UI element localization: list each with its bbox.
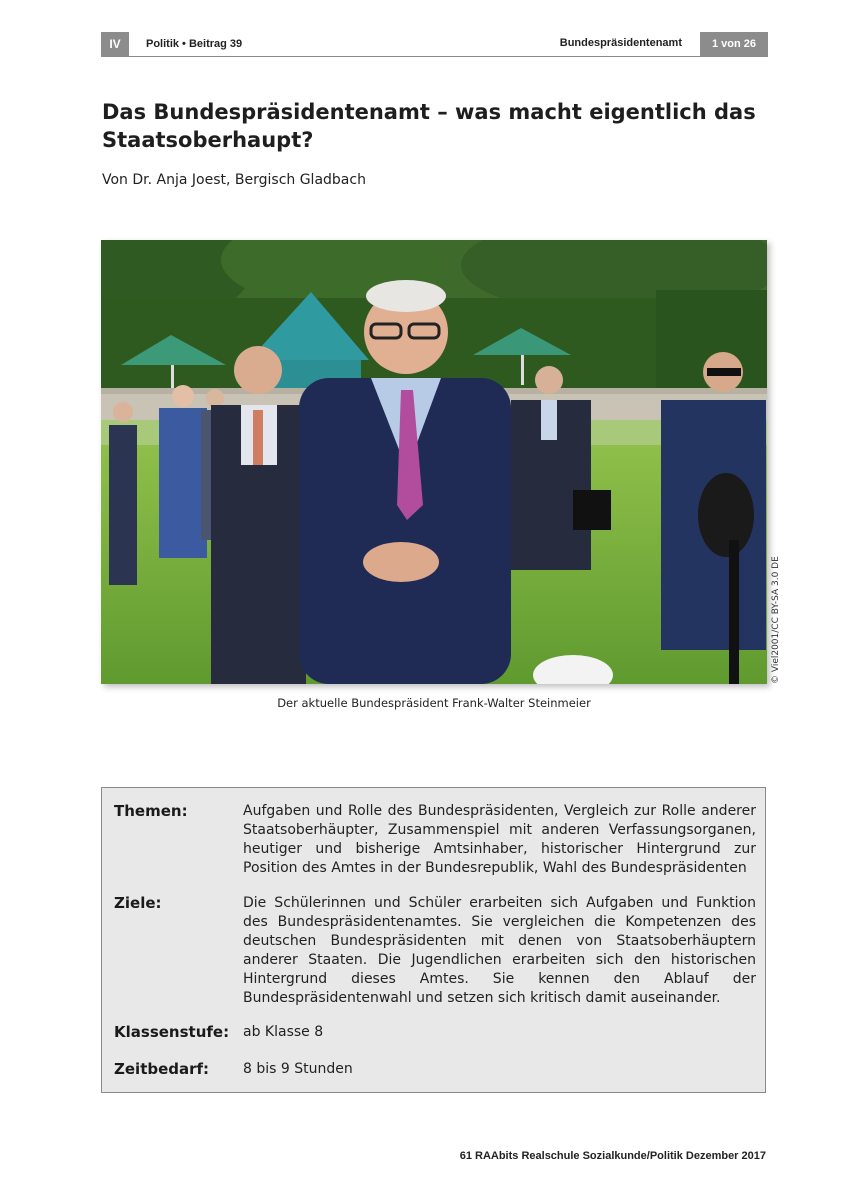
lesson-info-box [101, 787, 766, 1093]
page-indicator: 1 von 26 [700, 32, 768, 56]
header-divider [101, 56, 768, 57]
info-label: Zeitbedarf: [114, 1060, 210, 1078]
info-value: Aufgaben und Rolle des Bundespräsidenten, Vergleich zur Rolle anderer Staatsoberhäupter, Zusammenspiel mit anderen Verfassungsorganen, heutiger und bisherige Amtsinhaber, historischer Hintergrund zur Position des Amtes in der Bundesrepublik, Wahl des Bundespräsidenten [243, 803, 756, 876]
info-value: ab Klasse 8 [243, 1024, 324, 1040]
cover-photo [101, 240, 767, 684]
section-marker: IV [101, 32, 129, 56]
info-label: Themen: [114, 802, 188, 820]
publication-footer: 61 RAAbits Realschule Sozialkunde/Politik Dezember 2017 [459, 1150, 766, 1162]
info-label: Ziele: [114, 894, 162, 912]
photo-caption: Der aktuelle Bundespräsident Frank-Walter Steinmeier [277, 696, 591, 710]
info-value: 8 bis 9 Stunden [243, 1061, 353, 1077]
author-line: Von Dr. Anja Joest, Bergisch Gladbach [102, 172, 366, 188]
topic-label: Bundespräsidentenamt [559, 37, 682, 49]
document-title: Das Bundespräsidentenamt – was macht eigentlich das Staatsoberhaupt? [102, 100, 756, 152]
photo-credit: © Viel2001/CC BY-SA 3.0 DE [771, 556, 781, 684]
series-label: Politik • Beitrag 39 [146, 38, 243, 50]
info-label: Klassenstufe: [114, 1023, 230, 1041]
info-value: Die Schülerinnen und Schüler erarbeiten sich Aufgaben und Funktion des Bundespräsidentenamtes. Sie vergleichen die Kompetenzen des deutschen Bundespräsidenten mit denen von Staatsoberhäuptern anderer Staaten. Die Jugendlichen erarbeiten sich den historischen Hintergrund dieses Amtes. Sie kennen den Ablauf der Bundespräsidentenwahl und setzen sich kritisch damit auseinander. [243, 895, 756, 1006]
